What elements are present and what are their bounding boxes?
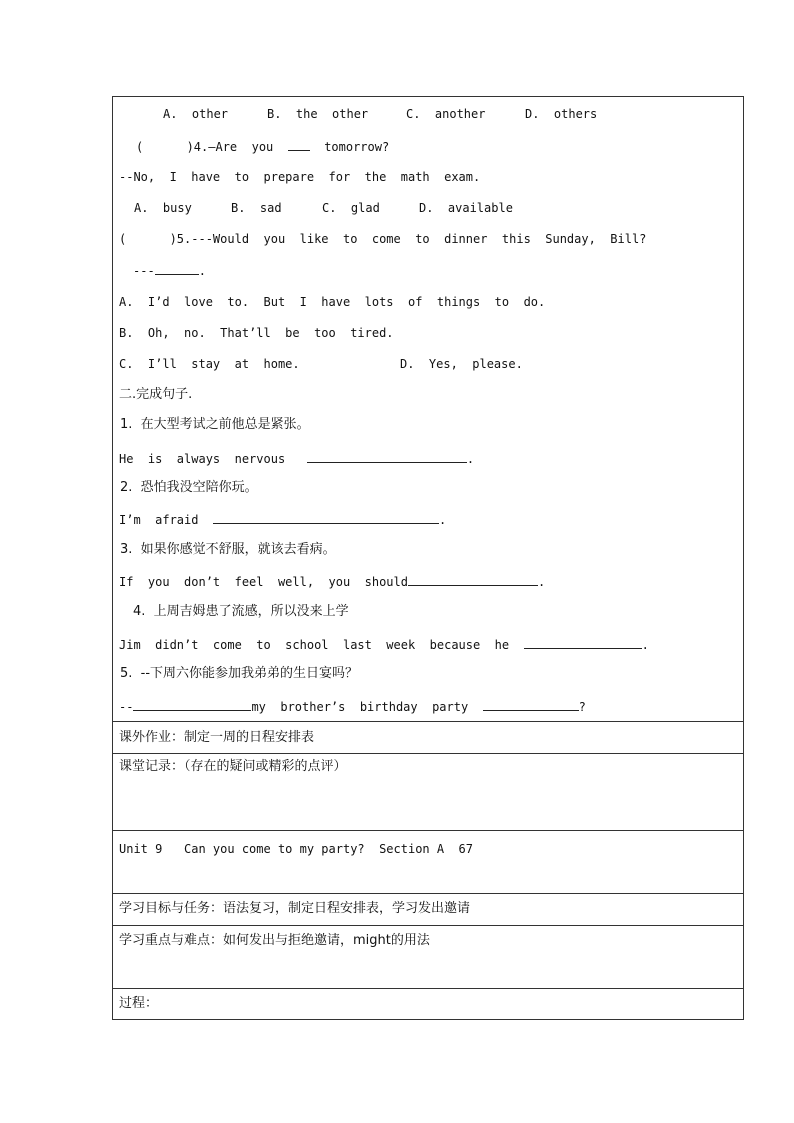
q5-option-c: C. I’ll stay at home. [119, 357, 300, 371]
sentence-2-blank[interactable] [213, 511, 439, 524]
sentence-5-prompt: --下周六你能参加我弟弟的生日宴吗？ [140, 666, 359, 681]
objectives-row [113, 893, 743, 925]
q5-answer-blank[interactable] [155, 262, 199, 275]
sentence-3-prompt: 如果你感觉不舒服，就该去看病。 [140, 542, 336, 557]
sentence-2-prompt: 恐怕我没空陪你玩。 [140, 480, 258, 495]
homework-row [113, 721, 743, 753]
q3-option-b: B. the other [267, 107, 369, 121]
sentence-4-number: 4. [133, 604, 146, 619]
q5-stem: ( )5.---Would you like to come to dinner this Sunday, Bill? [119, 232, 647, 246]
q4-bracket: ( )4. [136, 140, 209, 154]
unit-title: Unit 9 Can you come to my party? Section A 67 [119, 842, 474, 856]
q4-stem [136, 138, 389, 155]
sentence-5-english [119, 698, 586, 715]
sentence-5-blank-1[interactable] [133, 698, 251, 711]
sentence-3-chinese [120, 542, 336, 558]
q4-stem-before: —Are you [208, 140, 274, 154]
sentence-5-chinese [120, 666, 358, 682]
sentence-2-number: 2. [120, 480, 133, 495]
sentence-4-blank[interactable] [524, 636, 642, 649]
class-notes-text: 课堂记录：（存在的疑问或精彩的点评） [119, 759, 347, 774]
sentence-4-chinese [133, 604, 349, 620]
q5-option-d: D. Yes, please. [400, 357, 523, 371]
q3-option-d: D. others [525, 107, 598, 121]
objectives-text: 学习目标与任务：语法复习，制定日程安排表，学习发出邀请 [119, 901, 471, 916]
q5-option-b: B. Oh, no. That’ll be too tired. [119, 326, 394, 340]
homework-text: 课外作业：制定一周的日程安排表 [119, 730, 315, 745]
sentence-3-text: If you don’t feel well, you should [119, 575, 408, 589]
sentence-1-prompt: 在大型考试之前他总是紧张。 [140, 417, 310, 432]
sentence-4-prompt: 上周吉姆患了流感，所以没来上学 [153, 604, 349, 619]
q5-reply [133, 262, 206, 279]
exercise-cell [113, 97, 743, 721]
class-notes-row [113, 753, 743, 830]
q4-option-b: B. sad [231, 201, 282, 215]
sentence-1-text: He is always nervous [119, 452, 286, 466]
q4-option-c: C. glad [322, 201, 380, 215]
sentence-3-blank[interactable] [408, 573, 538, 586]
sentence-5-blank-2[interactable] [483, 698, 579, 711]
sentence-1-end: . [466, 452, 475, 466]
sentence-2-chinese [120, 480, 258, 496]
sentence-4-text: Jim didn’t come to school last week because he [119, 638, 510, 652]
sentence-4-end: . [641, 638, 649, 652]
q4-reply: --No, I have to prepare for the math exam. [119, 170, 481, 184]
sentence-3-number: 3. [120, 542, 133, 557]
q3-option-c: C. another [406, 107, 486, 121]
sentence-4-english [119, 636, 649, 653]
q4-answer-blank[interactable] [288, 138, 310, 151]
q4-option-d: D. available [419, 201, 513, 215]
sentence-3-english [119, 573, 545, 590]
unit-title-row [113, 830, 743, 893]
worksheet-table [112, 96, 744, 1020]
section2-heading: 二.完成句子. [119, 387, 193, 402]
q5-reply-prefix: --- [133, 264, 155, 278]
sentence-5-text: -- [119, 700, 134, 714]
sentence-5-middle: my brother’s birthday party [251, 700, 469, 714]
sentence-5-number: 5. [120, 666, 133, 681]
sentence-2-text: I’m afraid [119, 513, 199, 527]
key-points-text: 学习重点与难点：如何发出与拒绝邀请，might的用法 [119, 933, 430, 948]
sentence-1-chinese [120, 417, 310, 433]
sentence-5-end: ? [578, 700, 586, 714]
sentence-2-end: . [438, 513, 447, 527]
q4-stem-after: tomorrow? [324, 140, 390, 154]
sentence-1-english [119, 450, 474, 467]
sentence-3-end: . [537, 575, 546, 589]
sentence-1-number: 1. [120, 417, 133, 432]
q4-option-a: A. busy [134, 201, 192, 215]
process-label: 过程： [119, 996, 159, 1011]
sentence-1-blank[interactable] [307, 450, 467, 463]
sentence-2-english [119, 511, 446, 528]
process-row [113, 988, 743, 1019]
q5-reply-suffix: . [198, 264, 206, 278]
q3-option-a: A. other [163, 107, 229, 121]
q5-option-a: A. I’d love to. But I have lots of things to do. [119, 295, 546, 309]
key-points-row [113, 925, 743, 988]
